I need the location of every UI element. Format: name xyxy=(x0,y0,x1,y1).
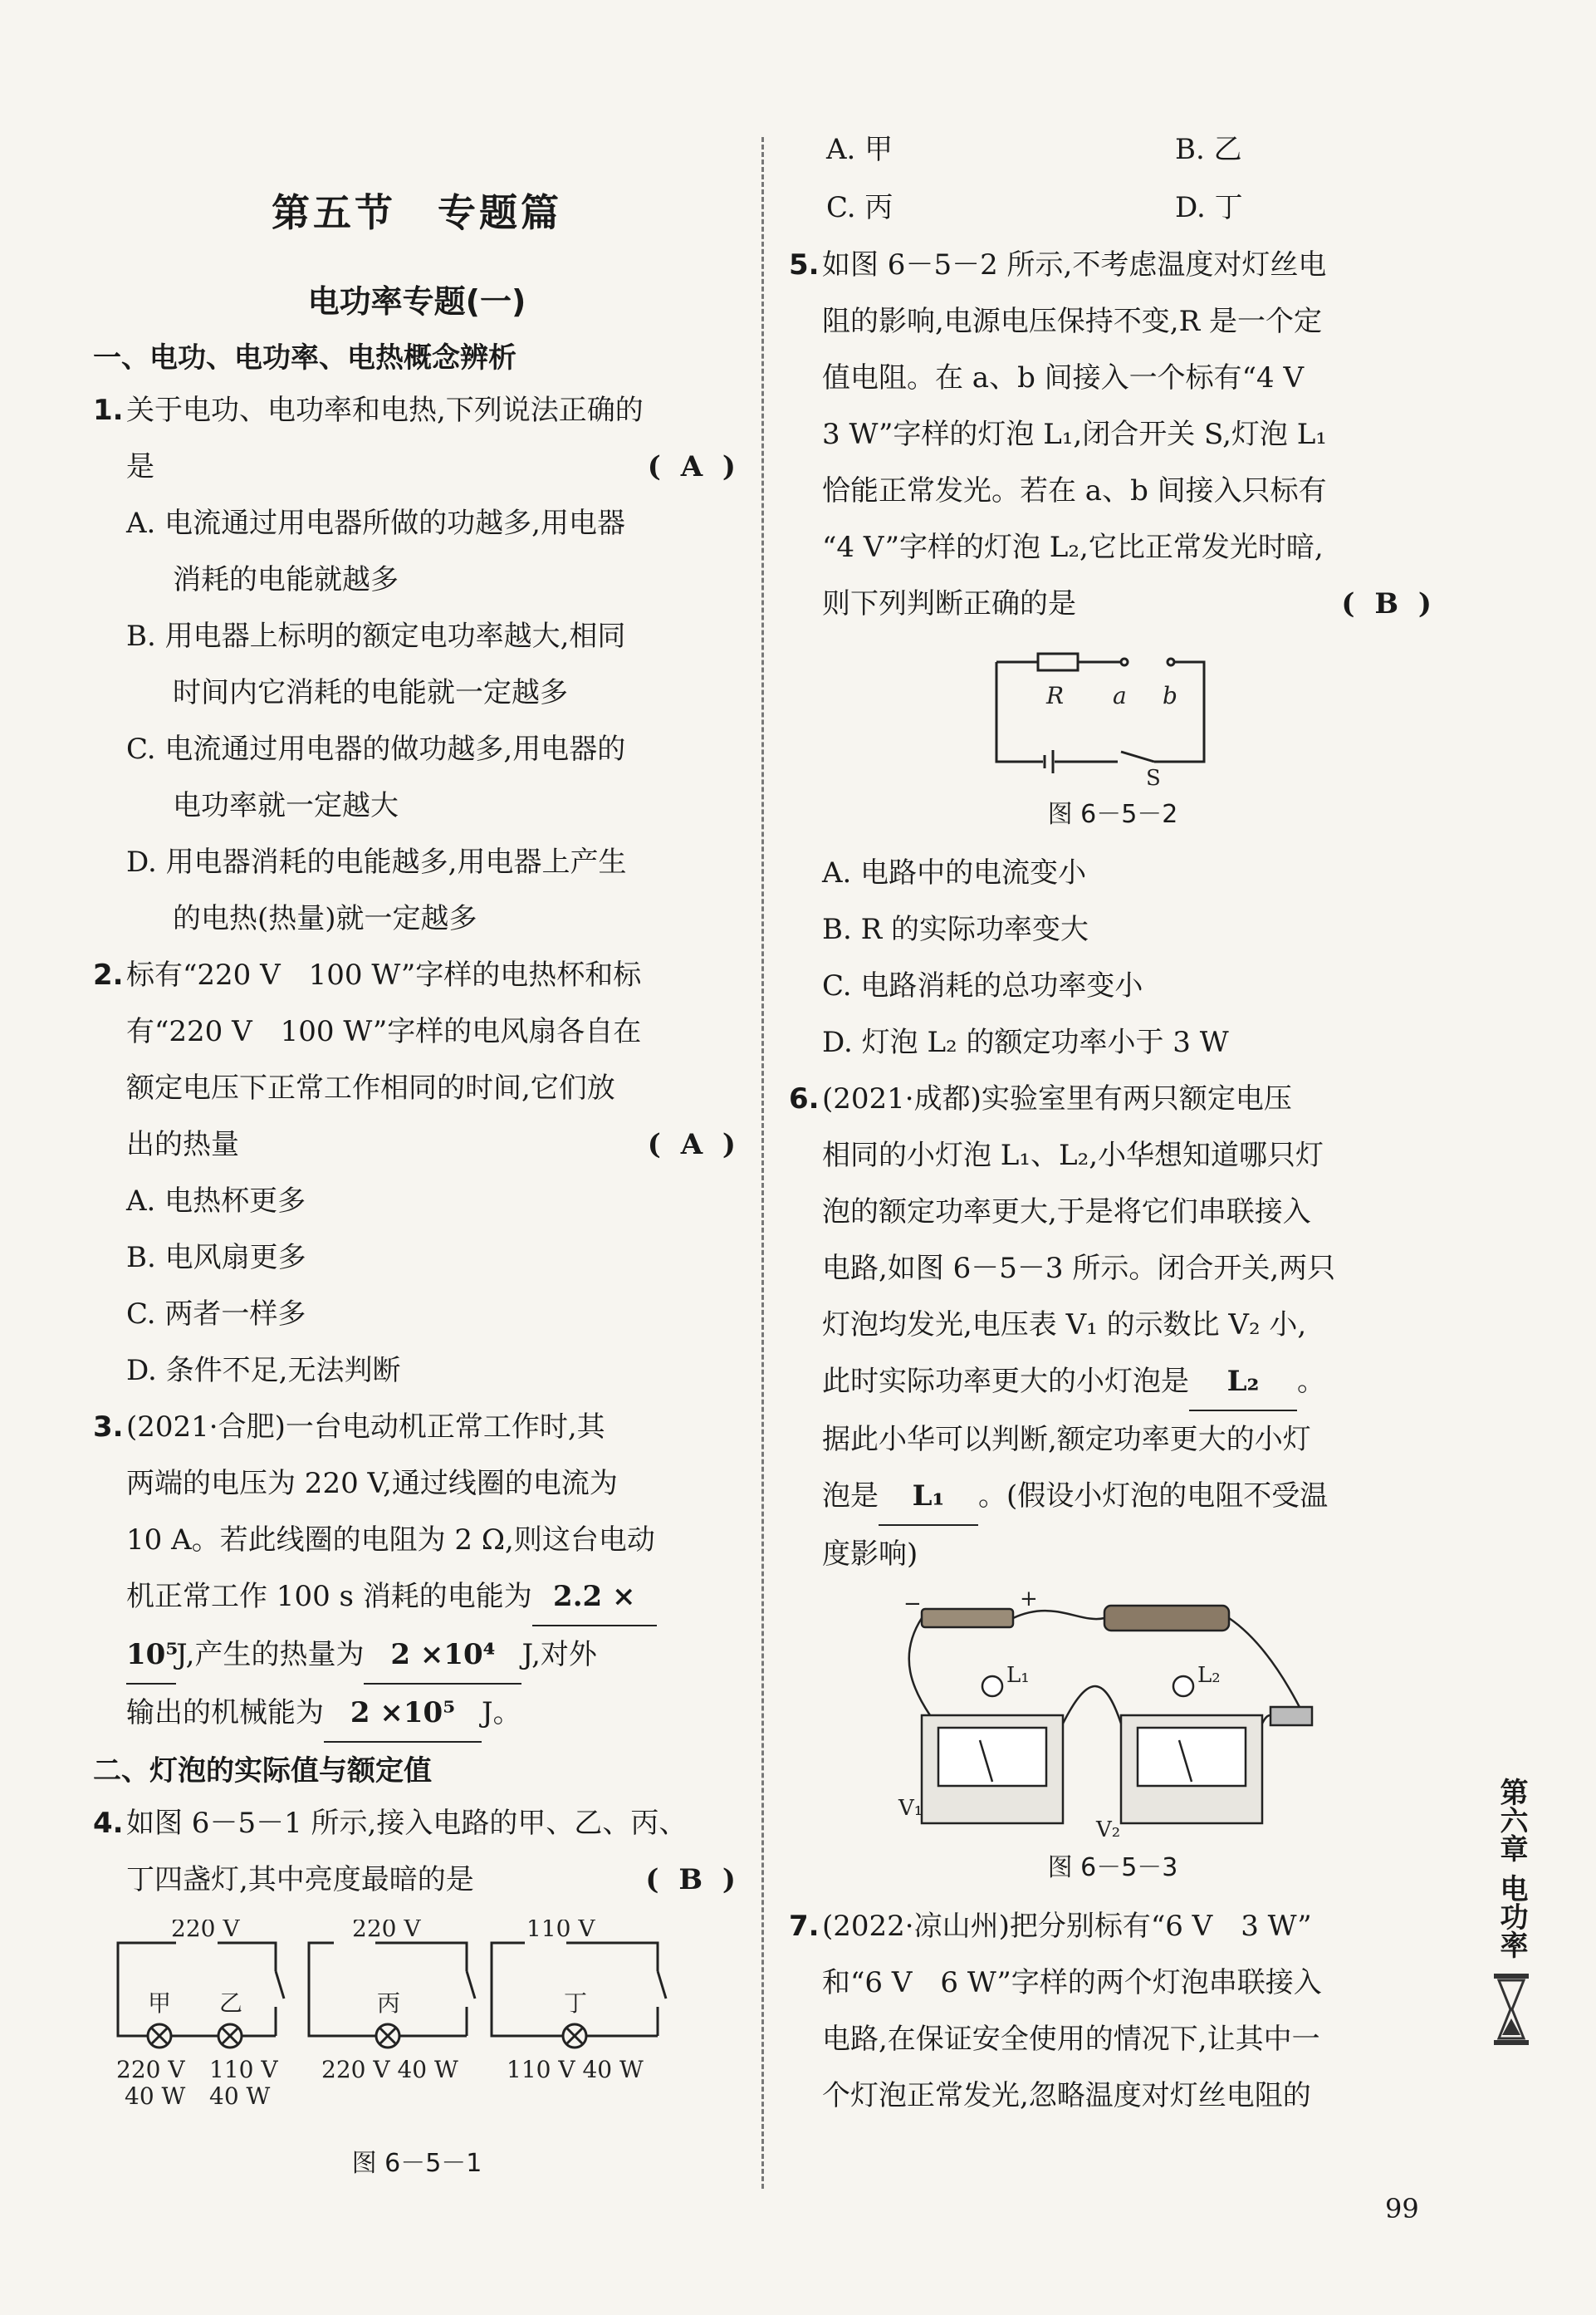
figure-caption: 图 6－5－3 xyxy=(1047,1853,1178,1882)
figure-caption: 图 6－5－1 xyxy=(351,2149,482,2178)
switch-icon xyxy=(1121,752,1154,762)
option-d xyxy=(93,834,741,947)
question-stem: 是 xyxy=(126,450,154,483)
question-stem: J。 xyxy=(482,1696,521,1729)
rheostat-icon xyxy=(1104,1606,1229,1631)
answer-choice: ( B ) xyxy=(1341,587,1437,620)
question-stem: (2021·成都)实验室里有两只额定电压 xyxy=(822,1082,1292,1116)
chapter-side-tab xyxy=(1478,1778,1545,2057)
question-stem: 两端的电压为 220 V,通过线圈的电流为 xyxy=(126,1467,618,1500)
wire xyxy=(566,1943,658,1971)
voltmeter-label-v1: V₁ xyxy=(898,1796,923,1821)
lamp-l2-icon xyxy=(1173,1676,1193,1696)
question-stem: 有“220 V 100 W”字样的电风扇各自在 xyxy=(126,1015,642,1048)
option-text: D. 用电器消耗的电能越多,用电器上产生 xyxy=(126,846,627,879)
option-text: 电功率就一定越大 xyxy=(173,789,399,822)
question-stem: 泡是 xyxy=(822,1479,879,1513)
question-stem: 度影响) xyxy=(822,1538,918,1571)
question-stem: 额定电压下正常工作相同的时间,它们放 xyxy=(126,1072,615,1105)
hourglass-icon xyxy=(1491,1972,1532,2047)
question-stem: 10 A。若此线圈的电阻为 2 Ω,则这台电动 xyxy=(126,1523,655,1557)
figure-6-5-2 xyxy=(988,645,1237,787)
figure-6-5-3 xyxy=(897,1591,1329,1840)
option-d: D. 丁 xyxy=(1175,191,1243,224)
question-stem: 电路,如图 6－5－3 所示。闭合开关,两只 xyxy=(822,1252,1336,1285)
question-stem: 相同的小灯泡 L₁、L₂,小华想知道哪只灯 xyxy=(822,1139,1324,1172)
lamp-rating: 110 V xyxy=(209,2056,278,2083)
battery-icon xyxy=(922,1609,1013,1627)
question-stem: 。 xyxy=(1297,1365,1325,1398)
lamp-label-yi: 乙 xyxy=(219,1989,243,2017)
option-c: C. 电路消耗的总功率变小 xyxy=(822,969,1143,1003)
option-a: A. 电路中的电流变小 xyxy=(822,856,1087,890)
switch-icon xyxy=(276,1971,284,1999)
figure-6-5-1 xyxy=(110,1920,724,2136)
lamp-l1-icon xyxy=(982,1676,1002,1696)
question-stem: 3 W”字样的灯泡 L₁,闭合开关 S,灯泡 L₁ xyxy=(822,418,1327,451)
question-5 xyxy=(789,237,1437,632)
question-number: 1. xyxy=(93,394,124,427)
question-stem: 机正常工作 100 s 消耗的电能为 xyxy=(126,1580,532,1613)
question-stem: 如图 6－5－1 所示,接入电路的甲、乙、丙、 xyxy=(126,1807,688,1840)
question-stem: 标有“220 V 100 W”字样的电热杯和标 xyxy=(126,959,642,992)
question-7 xyxy=(789,1898,1437,2124)
voltage-label: 110 V xyxy=(526,1920,595,1942)
question-stem: (2022·凉山州)把分别标有“6 V 3 W” xyxy=(822,1910,1312,1943)
answer-blank-2: 2 ×10⁴ xyxy=(364,1626,521,1685)
lamp-rating: 110 V 40 W xyxy=(507,2056,644,2083)
question-stem: 关于电功、电功率和电热,下列说法正确的 xyxy=(126,394,644,427)
answer-blank-1: L₂ xyxy=(1189,1353,1297,1411)
wire xyxy=(1063,1686,1121,1724)
switch-icon xyxy=(658,1971,666,1999)
wire xyxy=(1013,1611,1104,1619)
question-number: 6. xyxy=(789,1082,820,1116)
answer-choice: ( A ) xyxy=(647,450,741,483)
lamp-label-jia: 甲 xyxy=(148,1989,172,2017)
option-c: C. 两者一样多 xyxy=(126,1297,306,1331)
question-stem: 此时实际功率更大的小灯泡是 xyxy=(822,1365,1189,1398)
question-number: 2. xyxy=(93,959,124,992)
question-number: 7. xyxy=(789,1910,820,1943)
question-stem: 出的热量 xyxy=(126,1128,239,1161)
battery-plus-label: + xyxy=(1020,1591,1038,1611)
option-a xyxy=(93,495,741,608)
question-number: 4. xyxy=(93,1807,124,1840)
wire xyxy=(909,1618,930,1715)
question-stem: 丁四盏灯,其中亮度最暗的是 xyxy=(126,1863,474,1896)
question-stem: 和“6 V 6 W”字样的两个灯泡串联接入 xyxy=(822,1966,1322,1999)
answer-blank-3: 2 ×10⁵ xyxy=(324,1685,482,1743)
option-c: C. 丙 xyxy=(826,191,893,224)
answer-blank-2: L₁ xyxy=(879,1468,978,1526)
question-stem: “4 V”字样的灯泡 L₂,它比正常发光时暗, xyxy=(822,531,1324,564)
question-3 xyxy=(93,1399,741,1743)
terminal-b xyxy=(1168,659,1174,665)
terminal-a xyxy=(1121,659,1128,665)
option-b xyxy=(93,608,741,721)
option-text: C. 电流通过用电器的做功越多,用电器的 xyxy=(126,733,626,766)
question-stem: (2021·合肥)一台电动机正常工作时,其 xyxy=(126,1410,605,1444)
wire xyxy=(1262,1715,1270,1724)
terminal-label-a: a xyxy=(1113,682,1127,709)
question-stem: J,对外 xyxy=(521,1638,597,1671)
switch-icon xyxy=(467,1971,475,1999)
lamp-rating: 40 W xyxy=(125,2082,186,2110)
topic-label: 电功率 xyxy=(1495,1874,1528,1959)
option-c xyxy=(93,721,741,834)
lamp-label-l1: L₁ xyxy=(1006,1663,1030,1688)
switch-label: S xyxy=(1146,766,1161,787)
question-4 xyxy=(93,1795,741,1908)
question-1 xyxy=(93,382,741,495)
page-title: 第五节 专题篇 xyxy=(272,190,562,235)
wire xyxy=(1229,1618,1304,1715)
option-a: A. 甲 xyxy=(826,133,893,166)
switch-icon xyxy=(1270,1707,1312,1725)
option-b: B. 电风扇更多 xyxy=(126,1241,306,1274)
question-stem: 阻的影响,电源电压保持不变,R 是一个定 xyxy=(822,305,1323,338)
option-text: 消耗的电能就越多 xyxy=(173,563,399,596)
lamp-label-l2: L₂ xyxy=(1197,1663,1221,1688)
option-text: A. 电流通过用电器所做的功越多,用电器 xyxy=(126,507,625,540)
voltmeter-label-v2: V₂ xyxy=(1096,1817,1121,1840)
answer-blank-1: 2.2 × xyxy=(532,1568,657,1626)
question-stem: 据此小华可以判断,额定功率更大的小灯 xyxy=(822,1423,1311,1456)
lamp-label-bing: 丙 xyxy=(377,1989,401,2017)
question-stem: 恰能正常发光。若在 a、b 间接入只标有 xyxy=(822,474,1327,508)
question-stem: 输出的机械能为 xyxy=(126,1696,324,1729)
voltage-label: 220 V xyxy=(352,1920,421,1942)
answer-blank-1-cont: 10⁵ xyxy=(126,1626,176,1685)
question-stem: 则下列判断正确的是 xyxy=(822,587,1076,620)
option-a: A. 电热杯更多 xyxy=(126,1184,306,1218)
section-heading-2: 二、灯泡的实际值与额定值 xyxy=(93,1754,432,1788)
page-number: 99 xyxy=(1385,2193,1419,2224)
wire xyxy=(1154,662,1204,762)
wire xyxy=(118,1943,276,2036)
option-text: B. 用电器上标明的额定电功率越大,相同 xyxy=(126,620,626,653)
option-d: D. 条件不足,无法判断 xyxy=(126,1354,401,1387)
question-stem: 电路,在保证安全使用的情况下,让其中一 xyxy=(822,2023,1320,2056)
lamp-rating: 220 V xyxy=(116,2056,185,2083)
answer-choice: ( A ) xyxy=(647,1128,741,1161)
question-stem: 灯泡均发光,电压表 V₁ 的示数比 V₂ 小, xyxy=(822,1308,1307,1341)
figure-caption: 图 6－5－2 xyxy=(1047,800,1178,829)
question-6 xyxy=(789,1071,1437,1582)
option-d: D. 灯泡 L₂ 的额定功率小于 3 W xyxy=(822,1026,1229,1059)
wire xyxy=(375,1943,467,1971)
right-column xyxy=(789,120,1437,2124)
lamp-label-ding: 丁 xyxy=(564,1989,588,2017)
topic-subtitle: 电功率专题(一) xyxy=(307,283,526,320)
lamp-rating: 40 W xyxy=(209,2082,271,2110)
option-text: 的电热(热量)就一定越多 xyxy=(173,902,477,935)
answer-choice: ( B ) xyxy=(645,1863,741,1896)
option-b: B. R 的实际功率变大 xyxy=(822,913,1089,946)
section-heading-1: 一、电功、电功率、电热概念辨析 xyxy=(93,341,516,375)
question-stem: 个灯泡正常发光,忽略温度对灯丝电阻的 xyxy=(822,2079,1311,2112)
voltage-label: 220 V xyxy=(171,1920,240,1942)
chapter-label: 第六章 xyxy=(1495,1778,1528,1862)
left-column xyxy=(93,125,741,2194)
resistor-icon xyxy=(1038,654,1078,670)
wire xyxy=(218,1943,276,1971)
battery-minus-label: − xyxy=(903,1592,922,1616)
question-stem: 。(假设小灯泡的电阻不受温 xyxy=(978,1479,1329,1513)
question-stem: 如图 6－5－2 所示,不考虑温度对灯丝电 xyxy=(822,248,1327,282)
question-stem: 泡的额定功率更大,于是将它们串联接入 xyxy=(822,1195,1311,1229)
terminal-label-b: b xyxy=(1163,682,1177,709)
resistor-label: R xyxy=(1046,682,1065,709)
question-number: 3. xyxy=(93,1410,124,1444)
option-text: 时间内它消耗的电能就一定越多 xyxy=(173,676,568,709)
question-number: 5. xyxy=(789,248,820,282)
question-stem: 值电阻。在 a、b 间接入一个标有“4 V xyxy=(822,361,1305,395)
question-2 xyxy=(93,947,741,1173)
question-stem: J,产生的热量为 xyxy=(176,1638,365,1671)
lamp-rating: 220 V 40 W xyxy=(321,2056,458,2083)
option-b: B. 乙 xyxy=(1175,133,1242,166)
q4-options xyxy=(789,120,1437,237)
column-divider xyxy=(761,137,764,2189)
wire xyxy=(996,662,1043,762)
